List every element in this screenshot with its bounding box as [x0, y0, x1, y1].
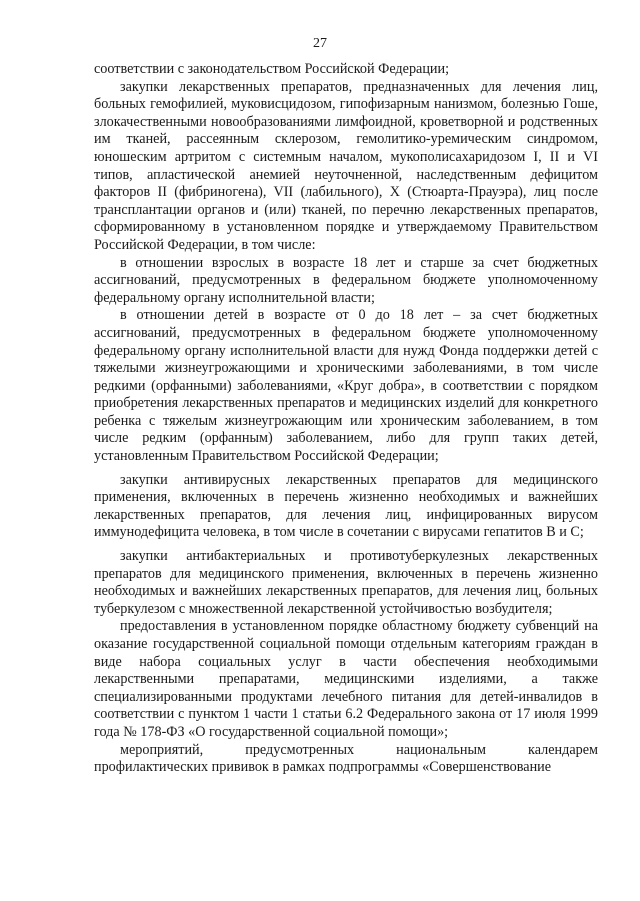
- paragraph-adults: в отношении взрослых в возрасте 18 лет и старше за счет бюджетных ассигнований, предусмотренных в федеральном бюджете уполномоченному федеральному органу исполнительной власти;: [94, 254, 598, 306]
- paragraph-antiviral: закупки антивирусных лекарственных препаратов для медицинского применения, включенных в перечень жизненно необходимых и важнейших лекарственных препаратов, для лечения лиц, инфицированных вирусом иммунодефицита человека, в том числе в сочетании с вирусами гепатитов B и C;: [94, 471, 598, 541]
- document-body: [94, 61, 598, 777]
- paragraph-children: в отношении детей в возрасте от 0 до 18 лет – за счет бюджетных ассигнований, предусмотренных в федеральном бюджете уполномоченному федеральному органу исполнительной власти для нужд Фонда поддержки детей с тяжелыми жизнеугрожающими и хроническими заболеваниями, в том числе редкими (орфанными) заболеваниями, «Круг добра», в соответствии с порядком приобретения лекарственных препаратов и медицинских изделий для конкретного ребенка с тяжелым жизнеугрожающим или хроническим заболеванием, в том числе редким (орфанным) заболеванием, либо для групп таких детей, установленным Правительством Российской Федерации;: [94, 307, 598, 465]
- page-number: 27: [313, 36, 327, 51]
- paragraph-subventions: предоставления в установленном порядке областному бюджету субвенций на оказание государственной социальной помощи отдельным категориям граждан в виде набора социальных услуг в части обеспечения необходимыми лекарственными препаратами, медицинскими изделиями, а также специализированными продуктами лечебного питания для детей-инвалидов в соответствии с пунктом 1 части 1 статьи 6.2 Федерального закона от 17 июля 1999 года № 178-ФЗ «О государственной социальной помощи»;: [94, 618, 598, 740]
- paragraph-continuation: соответствии с законодательством Российской Федерации;: [94, 61, 450, 77]
- paragraph-antibacterial: закупки антибактериальных и противотуберкулезных лекарственных препаратов для медицинского применения, включенных в перечень жизненно необходимых и важнейших лекарственных препаратов, для лечения лиц, больных туберкулезом с множественной лекарственной устойчивостью возбудителя;: [94, 548, 598, 617]
- paragraph-vaccination: мероприятий, предусмотренных национальным календарем профилактических прививок в рамках подпрограммы «Совершенствование: [94, 741, 598, 776]
- paragraph-hemophilia-procurement: закупки лекарственных препаратов, предназначенных для лечения лиц, больных гемофилией, муковисцидозом, гипофизарным нанизмом, болезнью Гоше, злокачественными новообразованиями лимфоидной, кроветворной и родственных им тканей, рассеянным склерозом, гемолитико-уремическим синдромом, юношеским артритом с системным началом, мукополисахаридозом I, II и VI типов, апластической анемией неуточненной, наследственным дефицитом факторов II (фибриногена), VII (лабильного), X (Стюарта-Прауэра), лиц после трансплантации органов и (или) тканей, по перечню лекарственных препаратов, сформированному в установленном порядке и утверждаемому Правительством Российской Федерации, в том числе:: [94, 78, 598, 253]
